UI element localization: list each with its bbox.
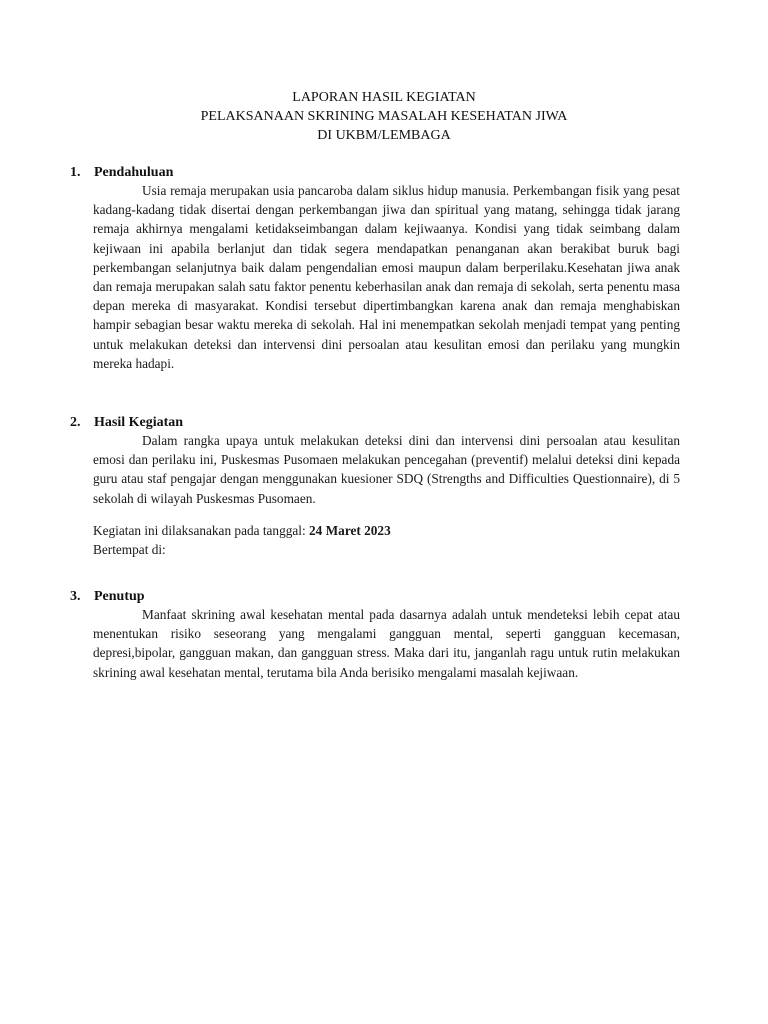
- section-title: Pendahuluan: [94, 165, 174, 180]
- section-paragraph: Manfaat skrining awal kesehatan mental pada dasarnya adalah untuk mendeteksi lebih cepat atau menentukan risiko seseorang yang mengalami gangguan mental, seperti gangguan kecemasan, depresi,bipolar, gangguan makan, dan gangguan stress. Maka dari itu, janganlah ragu untuk rutin melakukan skrining awal kesehatan mental, terutama bila Anda berisiko mengalami masalah kejiwaan.: [93, 607, 680, 680]
- section-number: 2.: [70, 415, 81, 430]
- section-hasil-kegiatan: [70, 414, 680, 559]
- section-paragraph: Usia remaja merupakan usia pancaroba dalam siklus hidup manusia. Perkembangan fisik yang pesat kadang-kadang tidak disertai dengan perkembangan jiwa dan spiritual yang matang, sehingga tidak jarang remaja akhirnya mengalami ketidakseimbangan dalam kejiwaanya. Kondisi yang tidak seimbang dalam kejiwaan ini apabila berlanjut dan tidak segera mendapatkan penanganan akan berakibat buruk bagi perkembangan selanjutnya baik dalam pengendalian emosi maupun dalam berperilaku.Kesehatan jiwa anak dan remaja merupakan salah satu faktor penentu keberhasilan anak dan remaja di sekolah, serta penentu masa depan mereka di masyarakat. Kondisi tersebut dipertimbangkan karena anak dan remaja menghabiskan hampir sebagian besar waktu mereka di sekolah. Hal ini menempatkan sekolah menjadi tempat yang penting untuk melakukan deteksi dan intervensi dini persoalan atau kesulitan emosi dan perilaku yang mungkin mereka hadapi.: [93, 183, 680, 371]
- report-title: [0, 88, 768, 145]
- section-title: Penutup: [94, 589, 145, 604]
- section-heading: [70, 414, 680, 431]
- activity-date-value: 24 Maret 2023: [309, 522, 391, 538]
- title-line-1: LAPORAN HASIL KEGIATAN: [292, 90, 476, 105]
- activity-place-line: Bertempat di:: [93, 542, 166, 558]
- section-heading: [70, 588, 680, 605]
- activity-date-label: Kegiatan ini dilaksanakan pada tanggal:: [93, 522, 309, 538]
- title-line-3: DI UKBM/LEMBAGA: [317, 128, 451, 143]
- section-number: 3.: [70, 589, 81, 604]
- section-number: 1.: [70, 165, 81, 180]
- activity-date-line: [70, 521, 680, 540]
- section-title: Hasil Kegiatan: [94, 415, 184, 430]
- section-penutup: [70, 588, 680, 682]
- section-heading: [70, 164, 680, 181]
- section-paragraph: Dalam rangka upaya untuk melakukan deteksi dini dan intervensi dini persoalan atau kesulitan emosi dan perilaku ini, Puskesmas Pusomaen melakukan pencegahan (preventif) melalui deteksi dini kepada guru atau staf pengajar dengan menggunakan kuesioner SDQ (Strengths and Difficulties Questionnaire), di 5 sekolah di wilayah Puskesmas Pusomaen.: [93, 433, 680, 506]
- section-pendahuluan: [70, 164, 680, 373]
- title-line-2: PELAKSANAAN SKRINING MASALAH KESEHATAN JIWA: [200, 109, 568, 124]
